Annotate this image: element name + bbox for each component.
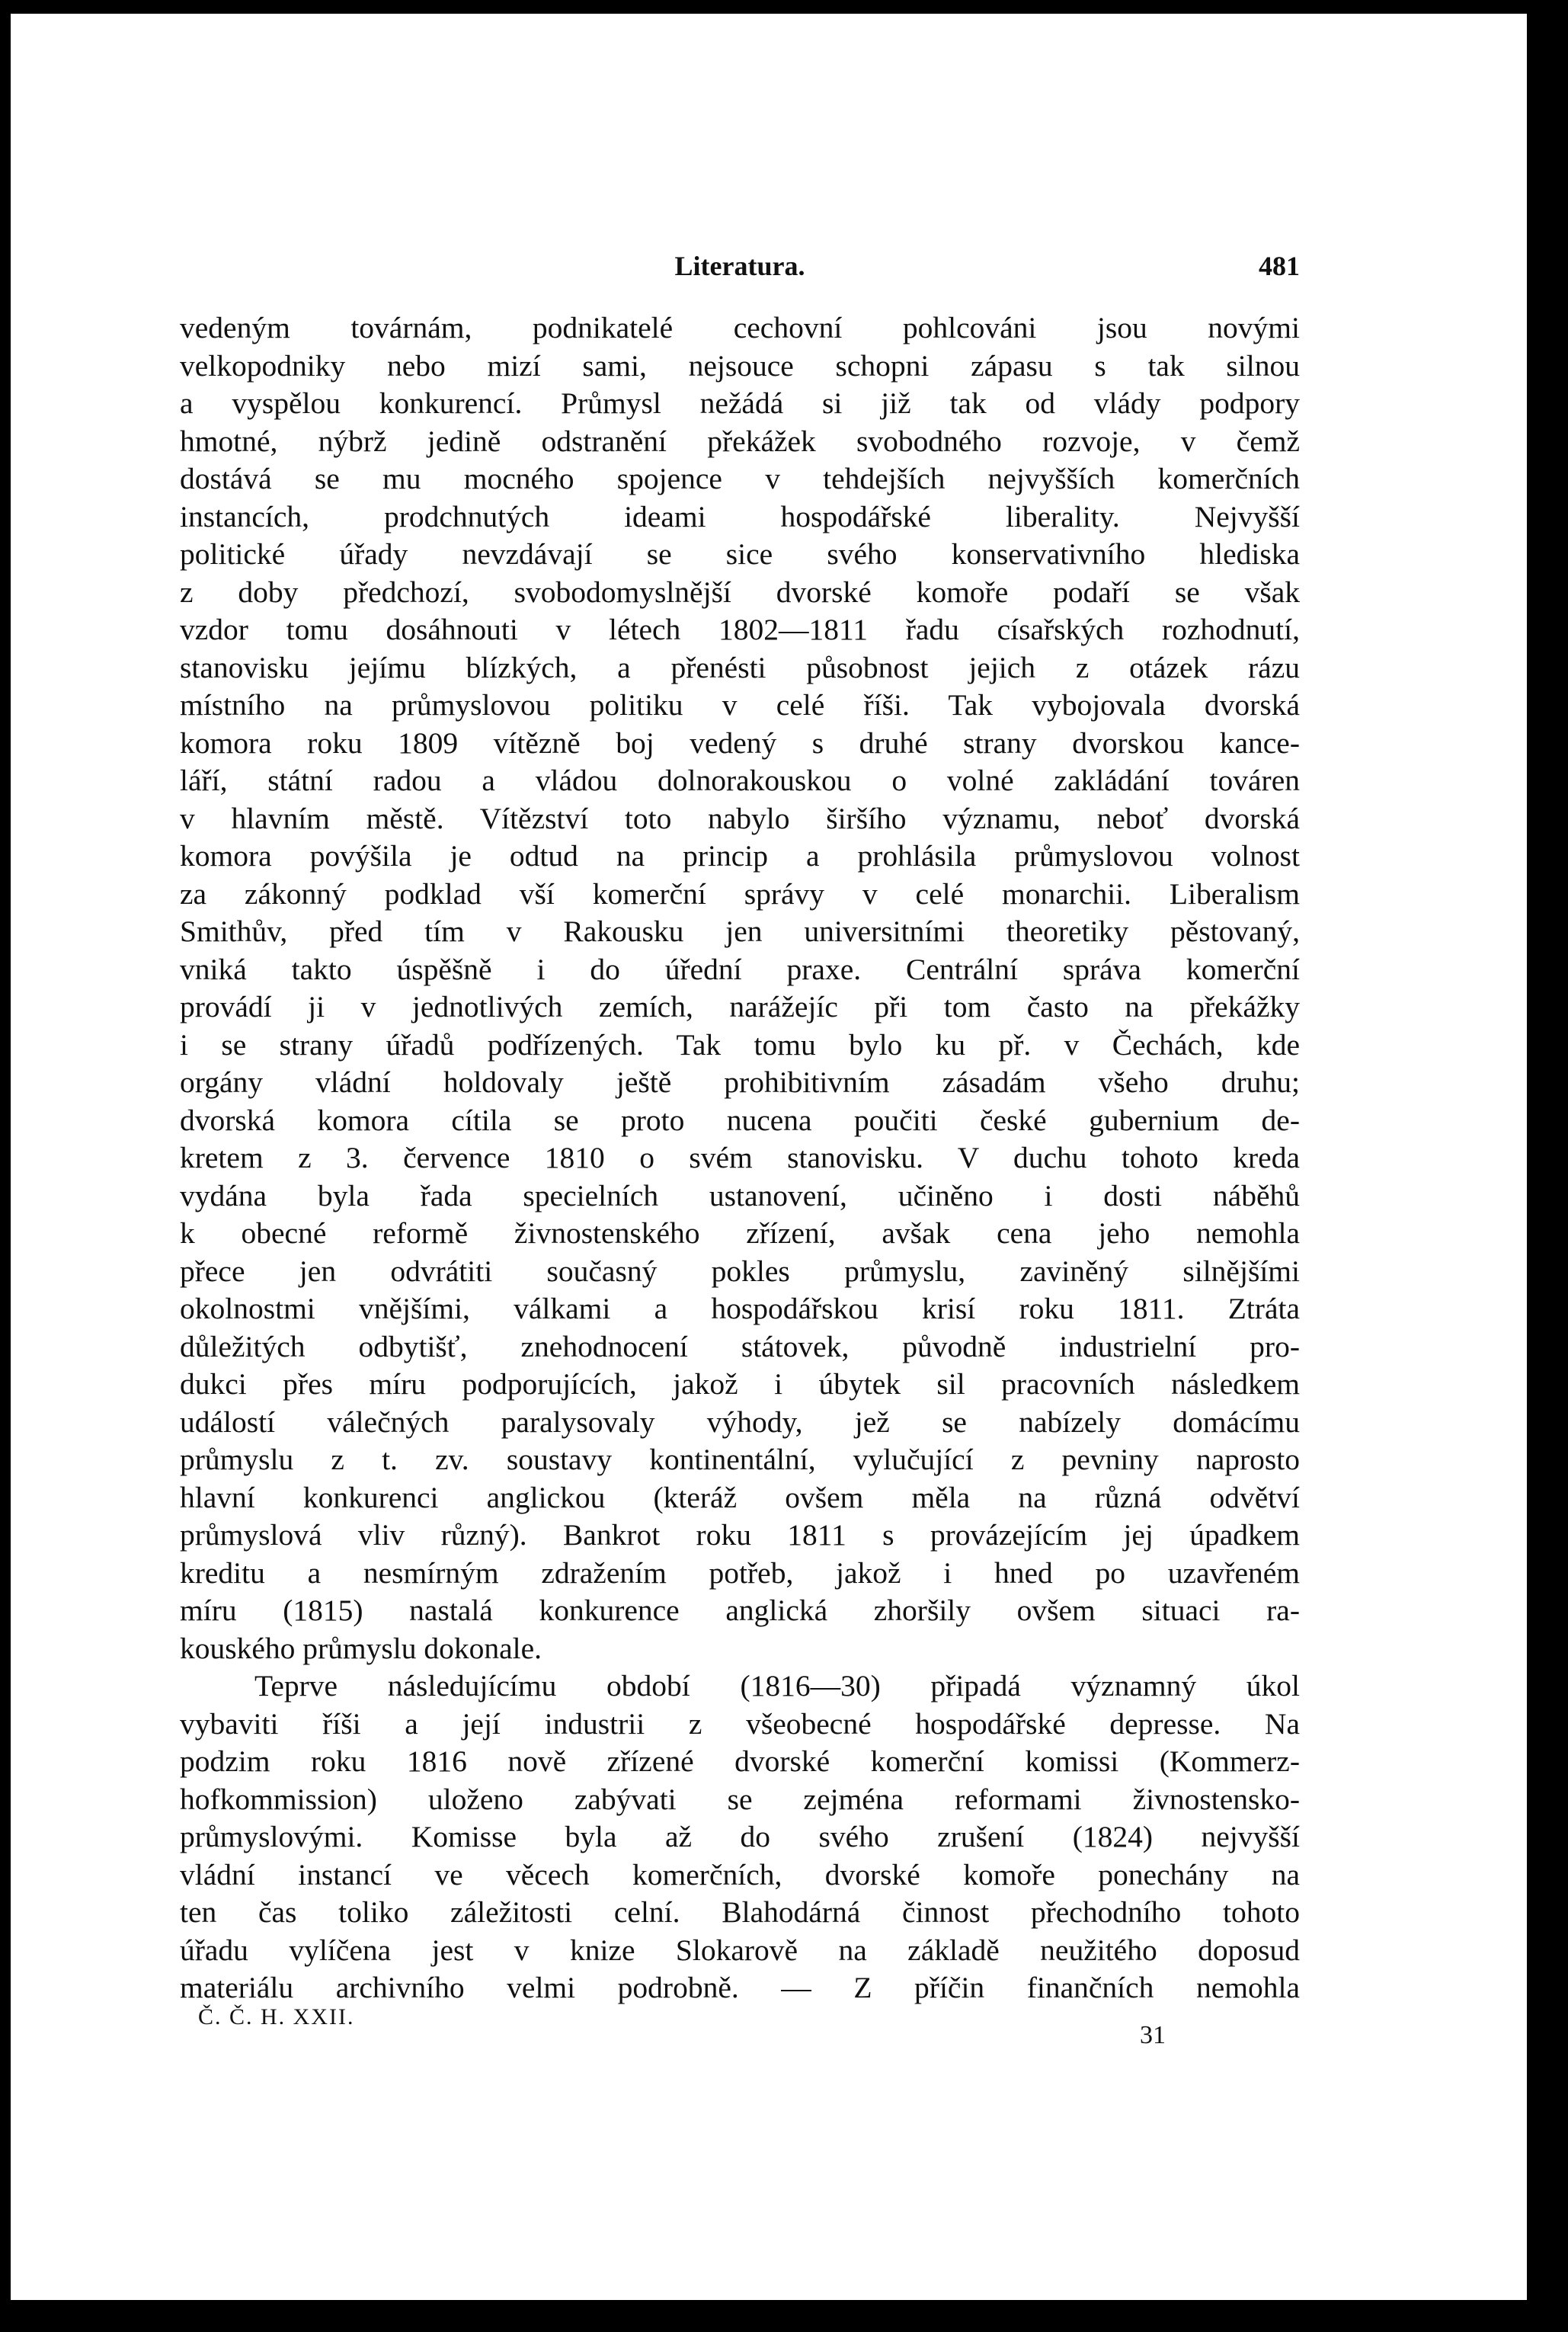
sheet-number: 31: [1140, 2021, 1166, 2049]
text-line: vedeným továrnám, podnikatelé cechovní pohlcováni jsou novými: [180, 311, 1300, 344]
text-line: kretem z 3. července 1810 o svém stanovisku. V duchu tohoto kreda: [180, 1141, 1300, 1174]
text-line: Teprve následujícímu období (1816—30) připadá významný úkol: [254, 1669, 1300, 1703]
text-line: provádí ji v jednotlivých zemích, narážejíc při tom často na překážky: [180, 990, 1300, 1023]
text-line: politické úřady nevzdávají se sice svého konservativního hlediska: [180, 537, 1300, 571]
text-line: přece jen odvrátiti současný pokles průmyslu, zaviněný silnějšími: [180, 1254, 1300, 1288]
text-line: komora povýšila je odtud na princip a prohlásila průmyslovou volnost: [180, 839, 1300, 873]
text-line: okolnostmi vnějšími, válkami a hospodářskou krisí roku 1811. Ztráta: [180, 1292, 1300, 1325]
document-page: [11, 14, 1527, 2300]
text-line: vniká takto úspěšně i do úřední praxe. Centrální správa komerční: [180, 952, 1300, 986]
text-line: i se strany úřadů podřízených. Tak tomu bylo ku př. v Čechách, kde: [180, 1027, 1300, 1062]
text-line: vládní instancí ve věcech komerčních, dvorské komoře ponechány na: [180, 1857, 1300, 1892]
text-line: hofkommission) uloženo zabývati se zejména reformami živnostensko-: [180, 1782, 1300, 1816]
text-line: vydána byla řada specielních ustanovení, učiněno i dosti náběhů: [180, 1178, 1300, 1212]
text-line: dvorská komora cítila se proto nucena poučiti české gubernium de-: [180, 1103, 1300, 1137]
text-line: událostí válečných paralysovaly výhody, jež se nabízely domácímu: [180, 1405, 1300, 1439]
text-line: podzim roku 1816 nově zřízené dvorské komerční komissi (Kommerz-: [180, 1744, 1300, 1778]
body-text: [180, 309, 1300, 2007]
text-line: materiálu archivního velmi podrobně. — Z příčin finančních nemohla: [180, 1971, 1300, 2004]
running-title: Literatura.: [674, 251, 805, 281]
text-line: kreditu a nesmírným zdražením potřeb, jakož i hned po uzavřeném: [180, 1555, 1300, 1590]
text-line: láří, státní radou a vládou dolnorakouskou o volné zakládání továren: [180, 764, 1300, 797]
text-line: Smithův, před tím v Rakousku jen universitními theoretiky pěstovaný,: [180, 915, 1300, 948]
text-line: vybaviti říši a její industrii z všeobecné hospodářské depresse. Na: [180, 1706, 1300, 1741]
text-line: úřadu vylíčena jest v knize Slokarově na základě neužitého doposud: [180, 1933, 1300, 1967]
text-line: vzdor tomu dosáhnouti v létech 1802—1811 řadu císařských rozhodnutí,: [180, 613, 1300, 646]
text-line: místního na průmyslovou politiku v celé říši. Tak vybojovala dvorská: [180, 688, 1300, 722]
signature-mark: Č. Č. H. XXII.: [198, 2004, 355, 2029]
text-line: za zákonný podklad vší komerční správy v celé monarchii. Liberalism: [180, 876, 1300, 911]
text-line: z doby předchozí, svobodomyslnější dvorské komoře podaří se však: [180, 575, 1300, 609]
text-line: hmotné, nýbrž jedině odstranění překážek svobodného rozvoje, v čemž: [180, 424, 1300, 458]
text-line: hlavní konkurenci anglickou (kteráž ovšem měla na různá odvětví: [180, 1480, 1300, 1514]
text-line: ten čas toliko záležitosti celní. Blahodárná činnost přechodního tohoto: [180, 1895, 1300, 1929]
text-line: v hlavním městě. Vítězství toto nabylo širšího významu, neboť dvorská: [180, 801, 1300, 835]
text-line: a vyspělou konkurencí. Průmysl nežádá si již tak od vlády podpory: [180, 386, 1300, 420]
text-line: instancích, prodchnutých ideami hospodářské liberality. Nejvyšší: [180, 499, 1300, 533]
text-line: průmyslová vliv různý). Bankrot roku 1811 s provázejícím jej úpadkem: [180, 1518, 1300, 1552]
text-line: kouského průmyslu dokonale.: [180, 1631, 542, 1665]
text-line: stanovisku jejímu blízkých, a přenésti působnost jejich z otázek rázu: [180, 650, 1300, 684]
page-number: 481: [1259, 251, 1300, 281]
text-line: dostává se mu mocného spojence v tehdejších nejvyšších komerčních: [180, 462, 1300, 495]
text-line: komora roku 1809 vítězně boj vedený s druhé strany dvorskou kance-: [180, 726, 1300, 760]
text-line: důležitých odbytišť, znehodnocení státovek, původně industrielní pro-: [180, 1329, 1300, 1363]
text-line: velkopodniky nebo mizí sami, nejsouce schopni zápasu s tak silnou: [180, 348, 1300, 383]
text-line: průmyslovými. Komisse byla až do svého zrušení (1824) nejvyšší: [180, 1820, 1300, 1853]
page-header: [180, 241, 1300, 287]
text-line: k obecné reformě živnostenského zřízení, avšak cena jeho nemohla: [180, 1216, 1300, 1250]
text-line: míru (1815) nastalá konkurence anglická zhoršily ovšem situaci ra-: [180, 1594, 1300, 1627]
page-footer: [198, 2004, 1166, 2050]
text-line: orgány vládní holdovaly ještě prohibitivním zásadám všeho druhu;: [180, 1065, 1300, 1099]
text-line: dukci přes míru podporujících, jakož i úbytek sil pracovních následkem: [180, 1367, 1300, 1401]
text-line: průmyslu z t. zv. soustavy kontinentální, vylučující z pevniny naprosto: [180, 1443, 1300, 1476]
